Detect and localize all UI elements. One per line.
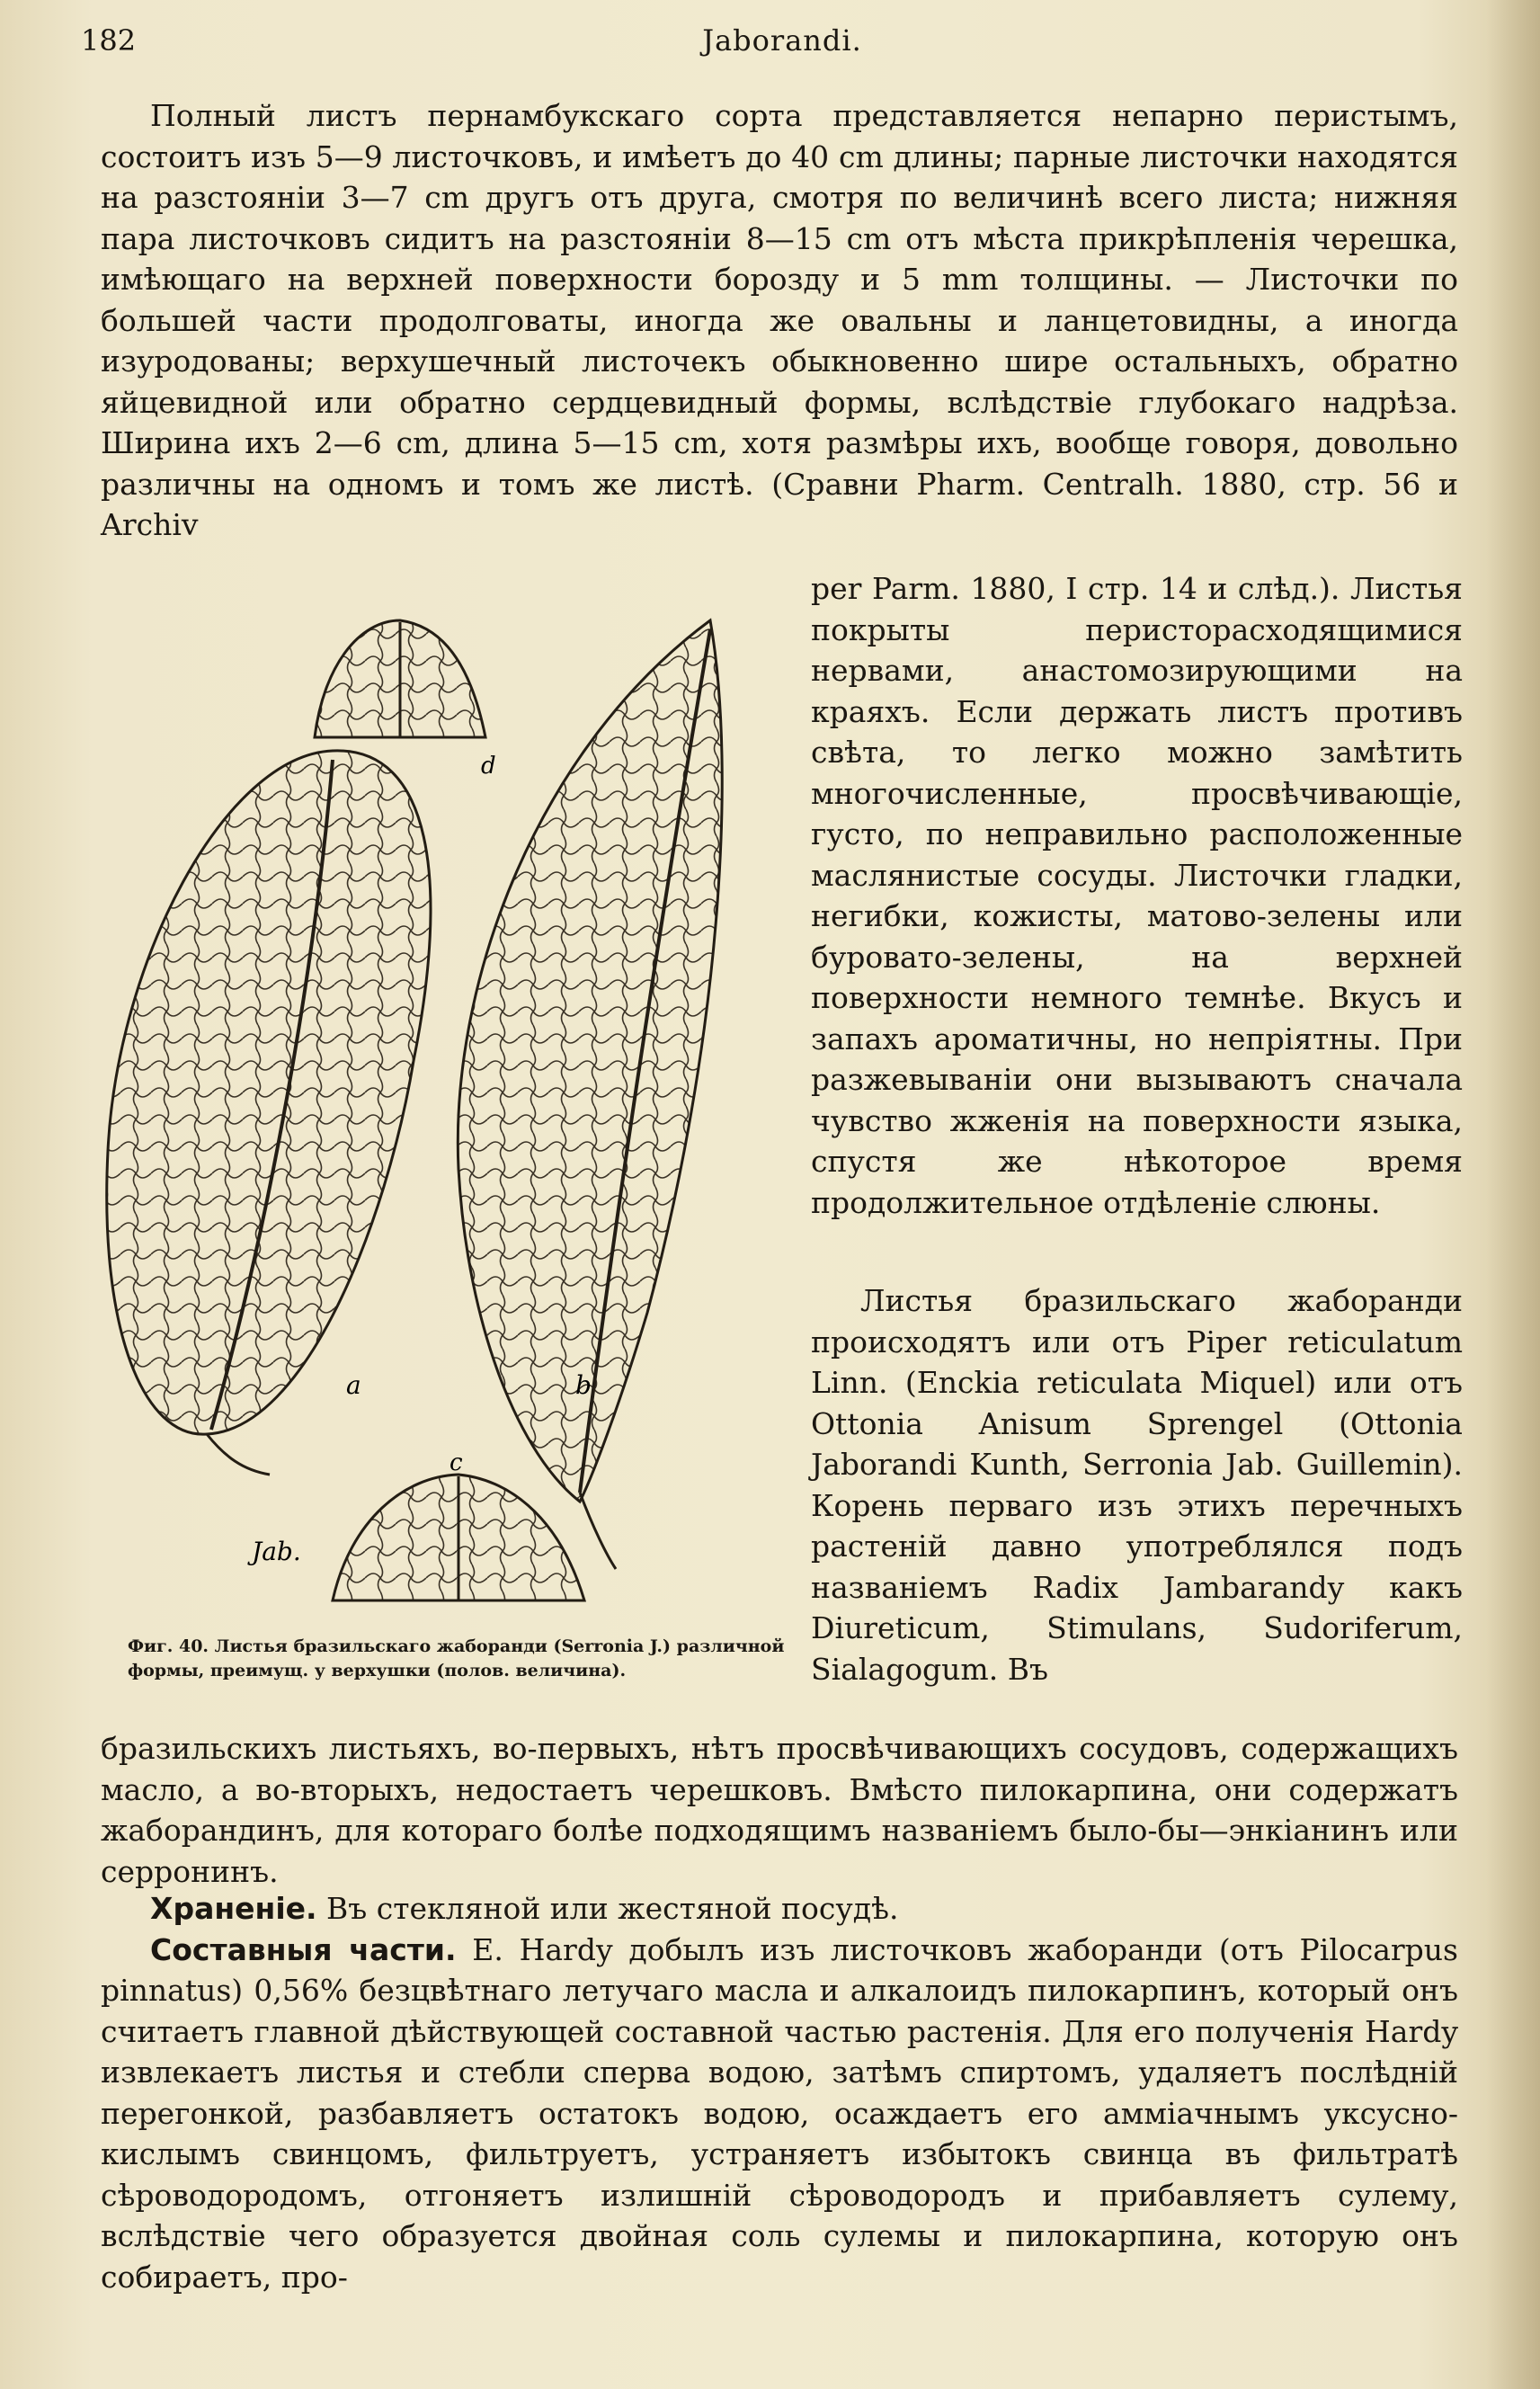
page-number: 182 xyxy=(81,23,137,58)
constituents-heading: Составныя части. xyxy=(150,1931,457,1967)
constituents-paragraph xyxy=(101,1930,1458,2298)
label-d: d xyxy=(481,753,496,780)
page-edge-shadow xyxy=(1486,0,1540,2389)
paragraph-storage-constituents xyxy=(101,1888,1458,2297)
leaf-a-drawing xyxy=(107,751,431,1475)
running-title: Jaborandi. xyxy=(702,23,862,58)
side-paragraph-1: per Parm. 1880, I стр. 14 и слѣд.). Листья покрыты перисторасходящимися нервами, анастомозирующими на краяхъ. Если держать листъ противъ свѣта, то легко можно замѣтить многочисленные, просвѣчивающіе, густо, по неправильно расположенные маслянистые сосуды. Листочки гладки, негибки, кожисты, матово-зелены или буровато-зелены, на верхней поверхности немного темнѣе. Вкусъ и запахъ ароматичны, но непріятны. При разжевываніи они вызываютъ сначала чувство жженія на поверхности языка, спустя же нѣкоторое время продолжительное отдѣленіе слюны. xyxy=(811,571,1463,1220)
storage-line xyxy=(101,1888,1458,1930)
paragraph-brazilian-leaves xyxy=(101,1728,1458,1892)
storage-heading: Храненіе. xyxy=(150,1891,317,1926)
label-a: a xyxy=(346,1370,361,1400)
constituents-text: E. Hardy добылъ изъ листочковъ жaборанди (отъ Pilocarpus pinnatus) 0,56% безцвѣтнаго летучаго масла и алкалоидъ пилокарпинъ, который онъ считаетъ главной дѣйствующей составной частью растенія. Для его полученія Hardy извлекаетъ листья и стебли сперва водою, затѣмъ спиртомъ, удаляетъ послѣдній перегонкой, разбавляетъ остатокъ водою, осаждаетъ его амміачнымъ уксусно-кислымъ свинцомъ, фильтруетъ, устраняетъ избытокъ свинца въ фильтратѣ сѣроводородомъ, отгоняетъ излишній сѣроводородъ и прибавляетъ сулему, вслѣдствіе чего образуется двойная соль сулемы и пилокарпина, которую онъ собираетъ, про- xyxy=(101,1931,1458,2295)
leaf-figure xyxy=(90,593,800,1618)
storage-text: Въ стекляной или жестяной посудѣ. xyxy=(326,1891,899,1926)
leaf-tip-d-drawing xyxy=(315,620,485,737)
leaf-tip-c-drawing xyxy=(333,1475,584,1600)
leaf-b-drawing xyxy=(458,620,722,1569)
paragraph-leaf-description xyxy=(101,95,1458,546)
label-b: b xyxy=(575,1370,592,1400)
side-paragraph-2: Листья бразильскаго жaборанди происходятъ или отъ Piper reticulatum Linn. (Enckia reticulata Miquel) или отъ Ottonia Anisum Sprengel (Ottonia Jaborandi Kunth, Serronia Jab. Guillemin). Корень перваго изъ этихъ перечныхъ растеній давно употреблялся подъ названіемъ Radix Jambarandy какъ Diureticum, Stimulans, Sudoriferum, Sialagogum. Въ xyxy=(811,1283,1463,1687)
paragraph-text: бразильскихъ листьяхъ, во-первыхъ, нѣтъ просвѣчивающихъ сосудовъ, содержащихъ масло, а во-вторыхъ, недостаетъ черешковъ. Вмѣсто пилокарпина, они содержатъ жaборандинъ, для котораго болѣе подходящимъ названіемъ было-бы—энкіанинъ или серронинъ. xyxy=(101,1731,1458,1889)
paragraph-text: Полный листъ пернамбукскаго сорта представляется непарно перистымъ, состоитъ изъ 5—9 листочковъ, и имѣетъ до 40 cm длины; парные листочки находятся на разстояніи 3—7 cm другъ отъ друга, смотря по величинѣ всего листа; нижняя пара листочковъ сидитъ на разстояніи 8—15 cm отъ мѣста прикрѣпленія черешка, имѣющаго на верхней поверхности борозду и 5 mm толщины. — Листочки по большей части продолговаты, иногда же овальны и ланцетовидны, а иногда изуродованы; верхушечный листочекъ обыкновенно шире остальныхъ, обратно яйцевидной или обратно сердцевидный формы, вслѣдствіе глубокаго надрѣза. Ширина ихъ 2—6 cm, длина 5—15 cm, хотя размѣры ихъ, вообще говоря, довольно различны на одномъ и томъ же листѣ. (Сравни Pharm. Centralh. 1880, стр. 56 и Archiv xyxy=(101,98,1458,542)
page-header xyxy=(81,23,1483,68)
label-jab: Jab. xyxy=(252,1537,301,1566)
figure-caption: Фиг. 40. Листья бразильскаго жaборанди (Serronia J.) различной формы, преимущ. у верхушки (полов. величина). xyxy=(128,1636,785,1680)
side-column-bottom xyxy=(811,1280,1463,1689)
leaf-illustration xyxy=(90,593,800,1618)
label-c: c xyxy=(450,1449,463,1476)
side-column-top xyxy=(811,568,1463,1223)
